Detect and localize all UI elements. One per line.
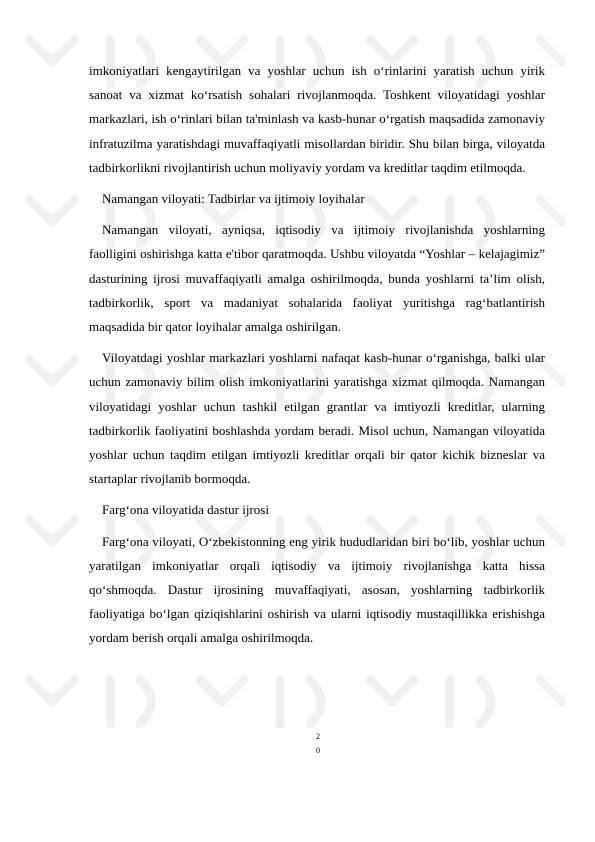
page-number [312,730,324,758]
section-heading-namangan: Namangan viloyati: Tadbirlar va ijtimoiy loyihalar [102,191,365,207]
document-body [89,59,545,651]
paragraph-namangan-youth-centers: Viloyatdagi yoshlar markazlari yoshlarni nafaqat kasb-hunar o‘rganishga, balki ular uchun zamonaviy bilim olish imkoniyatlarini yaratishga xizmat qilmoqda. Namangan viloyatidagi yoshlar uchun tashkil etilgan grantlar va imtiyozli kreditlar, ularning tadbirkorlik faoliyatini boshlashda yordam beradi. Misol uchun, Namangan viloyatida yoshlar uchun taqdim etilgan imtiyozli kreditlar orqali bir qator kichik bizneslar va startaplar rivojlanib bormoqda. [89,350,545,487]
page-number-digit-1: 2 [316,732,320,741]
paragraph-fargona: Farg‘ona viloyati, O‘zbekistonning eng yirik hududlaridan biri bo‘lib, yoshlar uchun yaratilgan imkoniyatlar orqali iqtisodiy va ijtimoiy rivojlanishga katta hissa qo‘shmoqda. Dastur ijrosining muvaffaqiyati, asosan, yoshlarning tadbirkorlik faoliyatiga bo‘lgan qiziqishlarini oshirish va ularni iqtisodiy mustaqillikka erishishga yordam berish orqali amalga oshirilmoqda. [89,533,545,646]
paragraph-toshkent-continuation: imkoniyatlari kengaytirilgan va yoshlar uchun ish o‘rinlarini yaratish uchun yirik sanoat va xizmat ko‘rsatish sohalari rivojlanmoqda. Toshkent viloyatidagi yoshlar markazlari, ish o‘rinlari bilan ta'minlash va kasb-hunar o‘rgatish maqsadida zamonaviy infratuzilma yaratishdagi muvaffaqiyatli misollardan biridir. Shu bilan birga, viloyatda tadbirkorlikni rivojlantirish uchun moliyaviy yordam va kreditlar taqdim etilmoqda. [89,63,545,175]
section-heading-fargona: Farg‘ona viloyatida dastur ijrosi [102,502,269,518]
page-number-digit-2: 0 [316,746,320,755]
paragraph-namangan-intro: Namangan viloyati, ayniqsa, iqtisodiy va ijtimoiy rivojlanishda yoshlarning faolligini oshirishga katta e'tibor qaratmoqda. Ushbu viloyatda “Yoshlar – kelajagimiz” dasturining ijrosi muvaffaqiyatli amalga oshirilmoqda, bunda yoshlarni ta’lim olish, tadbirkorlik, sport va madaniyat sohalarida faoliyat yuritishga rag‘batlantirish maqsadida bir qator loyihalar amalga oshirilgan. [89,222,545,335]
